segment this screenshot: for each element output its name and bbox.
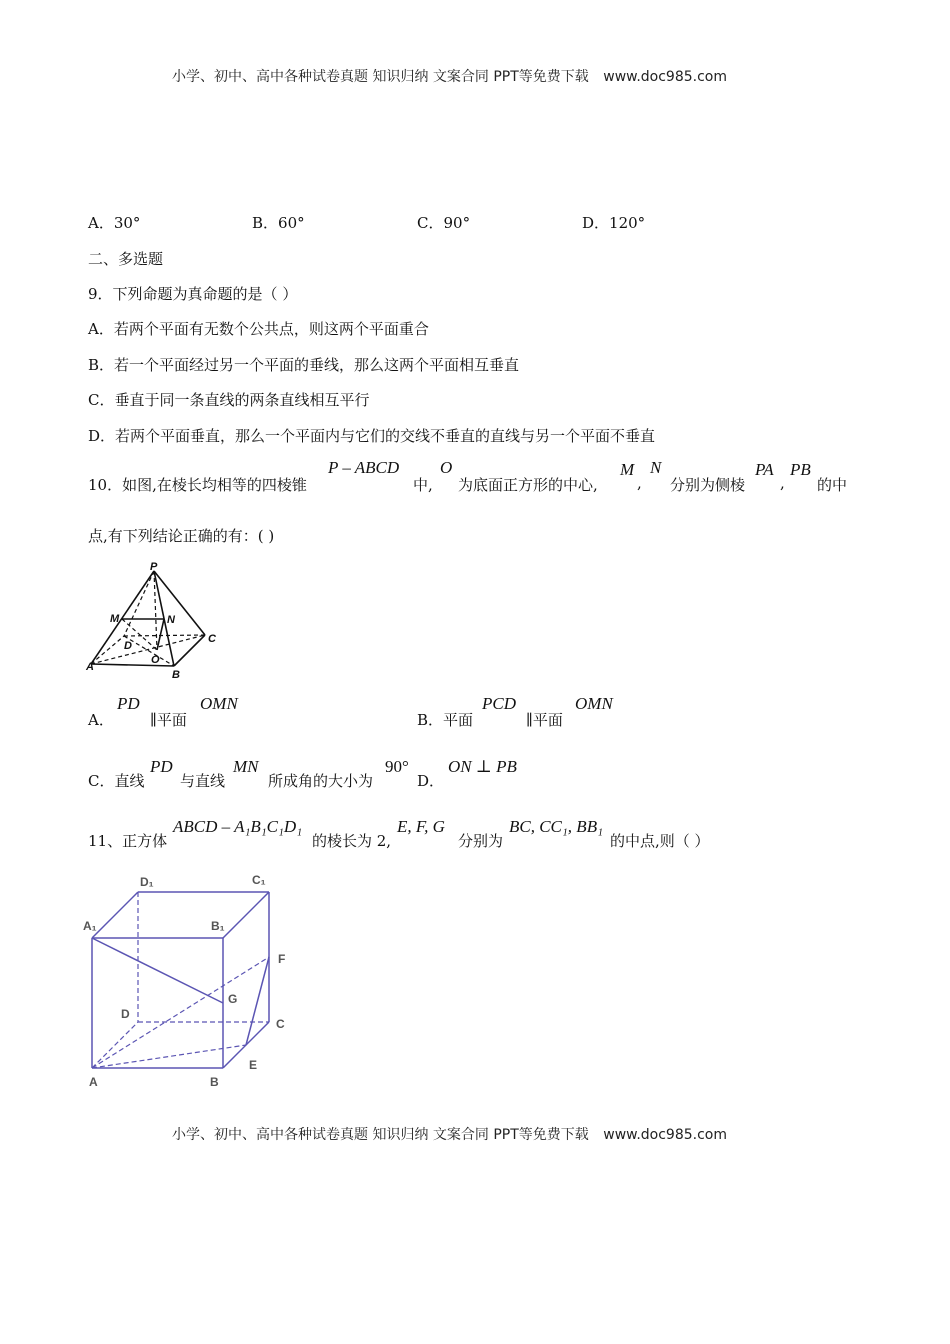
label-d: D xyxy=(121,1007,130,1021)
edge-ad xyxy=(92,1022,138,1068)
q10-math-o: O xyxy=(440,458,453,477)
label-a: A xyxy=(89,1075,98,1089)
segment-ef xyxy=(246,957,269,1045)
q11-math-cube: ABCD – A₁B₁C₁D₁ xyxy=(173,817,303,836)
edge-b1c1 xyxy=(223,892,269,938)
q10-option-c-math1: PD xyxy=(150,757,173,776)
q10-option-c-label: C．直线 xyxy=(88,772,145,790)
q10-stem-part2: 中, xyxy=(413,476,433,494)
q10-option-a-math1: PD xyxy=(117,694,140,713)
q8-option-c: C．90° xyxy=(417,214,471,232)
q9-option-b: B．若一个平面经过另一个平面的垂线，那么这两个平面相互垂直 xyxy=(88,356,520,374)
q10-stem-part5: 的中 xyxy=(817,476,848,494)
edge-pd xyxy=(124,571,154,636)
q10-option-b-label: B．平面 xyxy=(417,711,474,729)
label-m: M xyxy=(110,613,120,625)
q10-stem-part3: 为底面正方形的中心, xyxy=(458,476,598,494)
edge-a1d1 xyxy=(92,892,138,938)
q9-stem: 9．下列命题为真命题的是（ ） xyxy=(88,285,298,303)
q10-option-b-math1: PCD xyxy=(482,694,516,713)
label-n: N xyxy=(167,614,175,626)
q8-option-b: B．60° xyxy=(252,214,305,232)
q9-option-c: C．垂直于同一条直线的两条直线相互平行 xyxy=(88,391,370,409)
q8-option-a: A．30° xyxy=(88,214,141,232)
q11-stem-part2: 的棱长为 2, xyxy=(312,832,392,850)
q11-stem-part1: 11、正方体 xyxy=(88,832,168,850)
footer-url: www.doc985.com xyxy=(603,1127,727,1143)
label-d: D xyxy=(124,640,132,652)
q10-option-a-label: A． xyxy=(88,711,114,729)
label-b1: B₁ xyxy=(211,919,225,933)
label-o: O xyxy=(151,654,160,666)
q10-math-m: M xyxy=(620,460,635,479)
footer-text: 小学、初中、高中各种试卷真题 知识归纳 文案合同 PPT等免费下载 xyxy=(172,1127,589,1143)
q10-math-pyramid: P – ABCD xyxy=(328,458,400,477)
label-c: C xyxy=(208,633,216,645)
q10-option-c-math3: 90° xyxy=(385,757,409,776)
q11-stem-part3: 分别为 xyxy=(458,832,504,850)
header-text: 小学、初中、高中各种试卷真题 知识归纳 文案合同 PPT等免费下载 xyxy=(172,69,589,85)
q10-comma-1: , xyxy=(637,474,642,492)
page-footer xyxy=(172,1124,727,1144)
edge-bc xyxy=(174,635,205,666)
q10-stem-part4: 分别为侧棱 xyxy=(670,476,746,494)
q11-math-efg: E, F, G xyxy=(397,817,445,836)
q10-option-b-text: ∥平面 xyxy=(526,711,563,729)
segment-no xyxy=(157,619,164,650)
label-b: B xyxy=(172,669,180,681)
q9-option-d: D．若两个平面垂直，那么一个平面内与它们的交线不垂直的直线与另一个平面不垂直 xyxy=(88,427,656,445)
q10-math-pb: PB xyxy=(790,460,811,479)
label-a1: A₁ xyxy=(83,919,97,933)
q10-option-d-label: D． xyxy=(417,772,445,790)
q11-cube-figure xyxy=(80,870,305,1095)
edge-dc xyxy=(124,635,205,636)
q8-option-d: D．120° xyxy=(582,214,646,232)
page-header xyxy=(172,66,727,86)
q10-option-b-math2: OMN xyxy=(575,694,613,713)
edge-pa xyxy=(91,571,154,664)
label-e: E xyxy=(249,1058,258,1072)
q10-option-d-math: ON ⊥ PB xyxy=(448,757,517,776)
q11-stem-part4: 的中点,则（ ） xyxy=(610,832,710,850)
label-a: A xyxy=(86,661,94,673)
q10-option-a-text: ∥平面 xyxy=(150,711,187,729)
label-d1: D₁ xyxy=(140,875,154,889)
q11-math-edges: BC, CC₁, BB₁ xyxy=(509,817,603,836)
q9-option-a: A．若两个平面有无数个公共点，则这两个平面重合 xyxy=(88,320,429,338)
q10-pyramid-figure xyxy=(84,558,224,684)
label-f: F xyxy=(278,952,286,966)
edge-pc xyxy=(154,571,205,635)
q10-option-c-text1: 与直线 xyxy=(180,772,226,790)
header-url: www.doc985.com xyxy=(603,69,727,85)
label-g: G xyxy=(228,992,238,1006)
section-title: 二、多选题 xyxy=(88,250,164,268)
q10-math-n: N xyxy=(650,458,662,477)
q10-math-pa: PA xyxy=(755,460,774,479)
q10-option-a-math2: OMN xyxy=(200,694,238,713)
label-b: B xyxy=(210,1075,219,1089)
label-c: C xyxy=(276,1017,285,1031)
q10-option-c-math2: MN xyxy=(233,757,259,776)
q10-stem-line2: 点,有下列结论正确的有：( ) xyxy=(88,527,275,545)
segment-af xyxy=(92,957,269,1068)
label-p: P xyxy=(150,561,158,573)
edge-ab xyxy=(91,664,174,666)
label-c1: C₁ xyxy=(252,873,266,887)
q10-option-c-text2: 所成角的大小为 xyxy=(268,772,374,790)
q10-stem-part1: 10．如图,在棱长均相等的四棱锥 xyxy=(88,476,307,494)
segment-a1g xyxy=(92,938,223,1003)
q10-comma-2: , xyxy=(780,474,785,492)
